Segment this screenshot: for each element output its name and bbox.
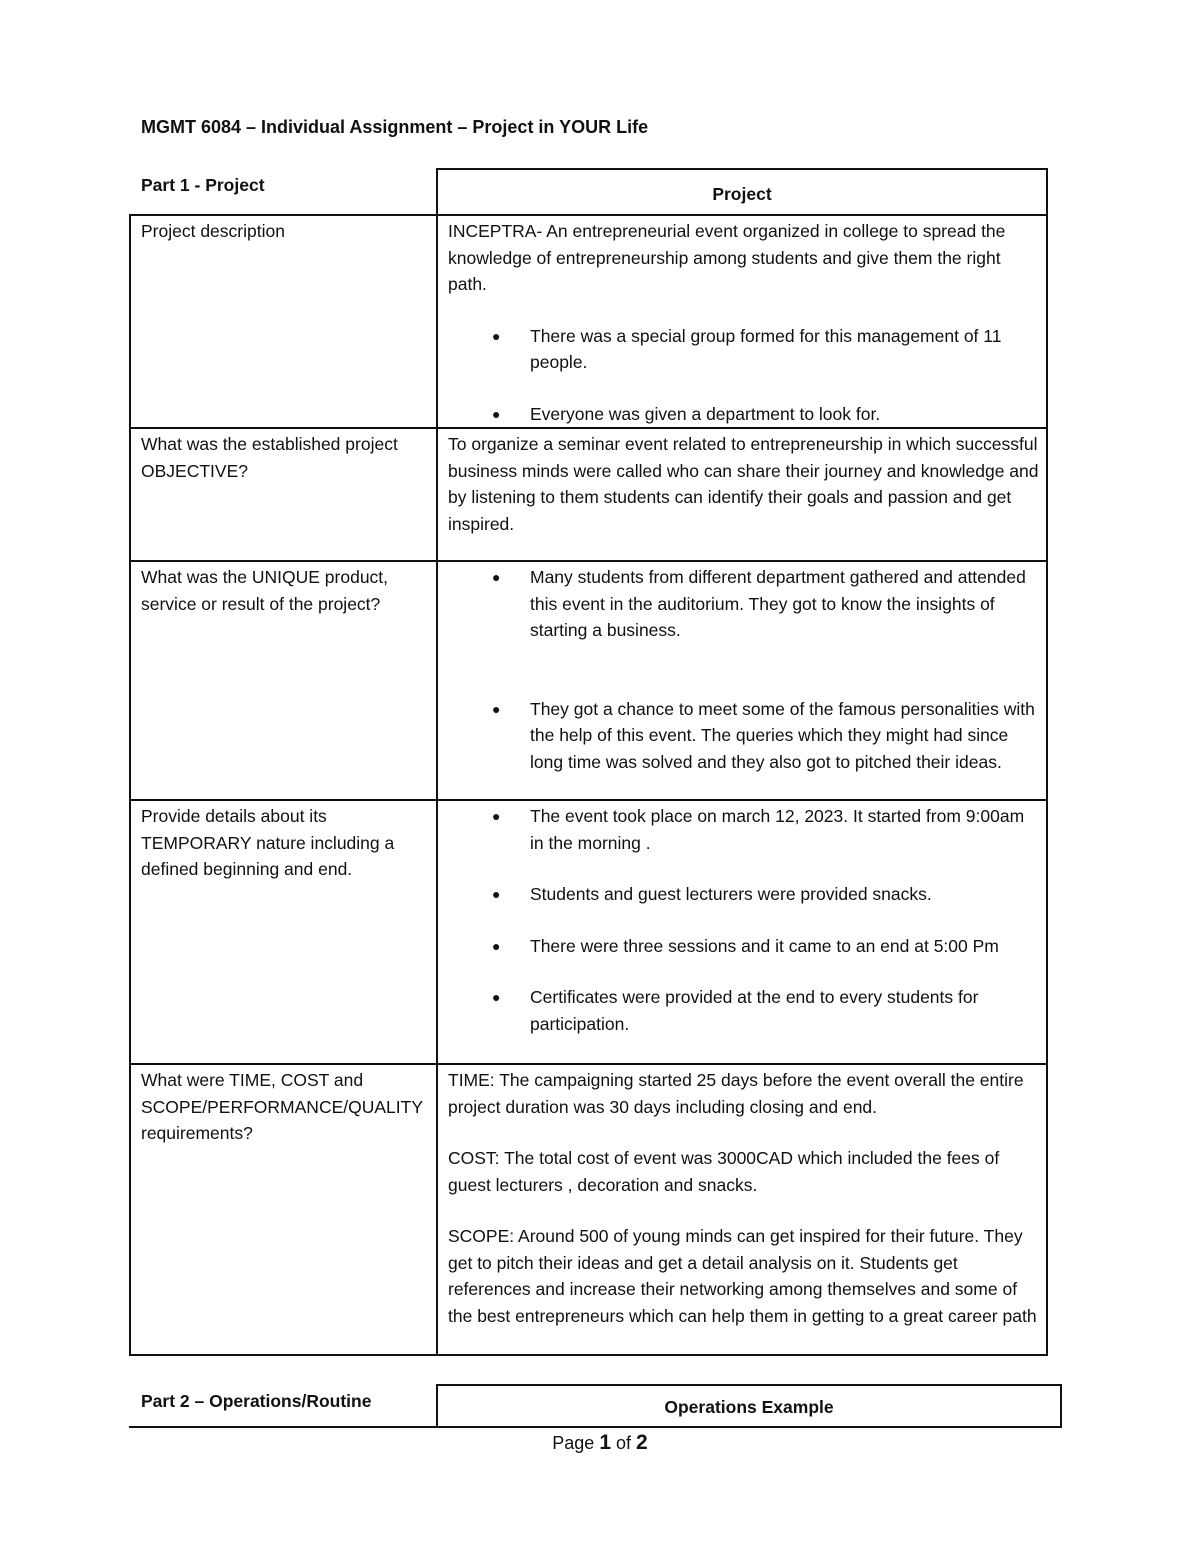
row-question: What was the established project OBJECTIVE?	[141, 434, 398, 481]
table-rule	[129, 560, 1048, 562]
bullet-item: ● The event took place on march 12, 2023. It started from 9:00am in the morning .	[448, 803, 1040, 856]
table-rule	[129, 799, 1048, 801]
table-rule	[436, 1384, 1062, 1386]
bullet-item: ● They got a chance to meet some of the famous personalities with the help of this event. The queries which they might had since long time was solved and they also got to pitched their ideas.	[448, 696, 1040, 776]
bullet-icon: ●	[492, 327, 501, 344]
part1-column-header: Project	[712, 184, 772, 204]
table-rule	[129, 427, 1048, 429]
row-question: Project description	[141, 221, 285, 241]
table-rule	[129, 214, 1048, 216]
answer-paragraph: INCEPTRA- An entrepreneurial event organized in college to spread the knowledge of entrepreneurship among students and give them the right path.	[448, 221, 1006, 294]
footer-current-page: 1	[599, 1431, 611, 1454]
bullet-item: ● Students and guest lecturers were provided snacks.	[448, 881, 1040, 908]
table-rule	[1060, 1384, 1062, 1428]
part2-column-header: Operations Example	[664, 1397, 834, 1417]
bullet-icon: ●	[492, 405, 501, 422]
bullet-item: ● Certificates were provided at the end to every students for participation.	[448, 984, 1040, 1037]
footer-page-word: Page	[552, 1433, 595, 1453]
row-answer	[448, 564, 1040, 775]
bullet-icon: ●	[492, 989, 501, 1005]
table-rule	[129, 1063, 1048, 1065]
row-answer	[448, 431, 1040, 537]
bullet-item: ● Everyone was given a department to look for.	[448, 401, 1040, 428]
table-rule	[1046, 168, 1048, 1356]
bullet-icon: ●	[492, 886, 501, 902]
bullet-icon: ●	[492, 808, 501, 824]
row-answer	[448, 218, 1040, 427]
bullet-icon: ●	[492, 700, 501, 717]
table-rule	[129, 214, 131, 1356]
bullet-item: ● There were three sessions and it came to an end at 5:00 Pm	[448, 933, 1040, 960]
part1-label: Part 1 - Project	[141, 175, 265, 195]
row-question: What was the UNIQUE product, service or result of the project?	[141, 567, 389, 614]
table-rule	[436, 168, 438, 1356]
answer-paragraph: TIME: The campaigning started 25 days before the event overall the entire project duration was 30 days including closing and end.	[448, 1070, 1024, 1117]
footer-total-pages: 2	[636, 1431, 648, 1454]
bullet-list	[448, 323, 1040, 428]
part2-label: Part 2 – Operations/Routine	[141, 1391, 372, 1411]
answer-paragraph: COST: The total cost of event was 3000CAD which included the fees of guest lecturers , decoration and snacks.	[448, 1148, 1000, 1195]
page-footer	[0, 1430, 1200, 1457]
bullet-icon: ●	[492, 937, 501, 954]
bullet-item: ● Many students from different department gathered and attended this event in the auditorium. They got to know the insights of starting a business.	[448, 564, 1040, 644]
row-answer	[448, 1067, 1040, 1329]
bullet-item: ● There was a special group formed for this management of 11 people.	[448, 323, 1040, 376]
answer-paragraph: SCOPE: Around 500 of young minds can get inspired for their future. They get to pitch their ideas and get a detail analysis on it. Students get references and increase their networking among themselves and some of the best entrepreneurs which can help them in getting to a great career path	[448, 1226, 1037, 1326]
document-title: MGMT 6084 – Individual Assignment – Project in YOUR Life	[141, 117, 649, 137]
row-question: What were TIME, COST and SCOPE/PERFORMANCE/QUALITY requirements?	[141, 1070, 423, 1143]
table-rule	[129, 1426, 1062, 1428]
answer-paragraph: To organize a seminar event related to entrepreneurship in which successful business minds were called who can share their journey and knowledge and by listening to them students can identify their goals and passion and get inspired.	[448, 434, 1039, 534]
bullet-list	[448, 803, 1040, 1037]
row-answer	[448, 803, 1040, 1037]
table-rule	[129, 1354, 1048, 1356]
footer-of-word: of	[616, 1433, 632, 1453]
row-question: Provide details about its TEMPORARY nature including a defined beginning and end.	[141, 806, 395, 879]
bullet-list	[448, 564, 1040, 775]
bullet-icon: ●	[492, 569, 501, 585]
table-rule	[436, 168, 1048, 170]
